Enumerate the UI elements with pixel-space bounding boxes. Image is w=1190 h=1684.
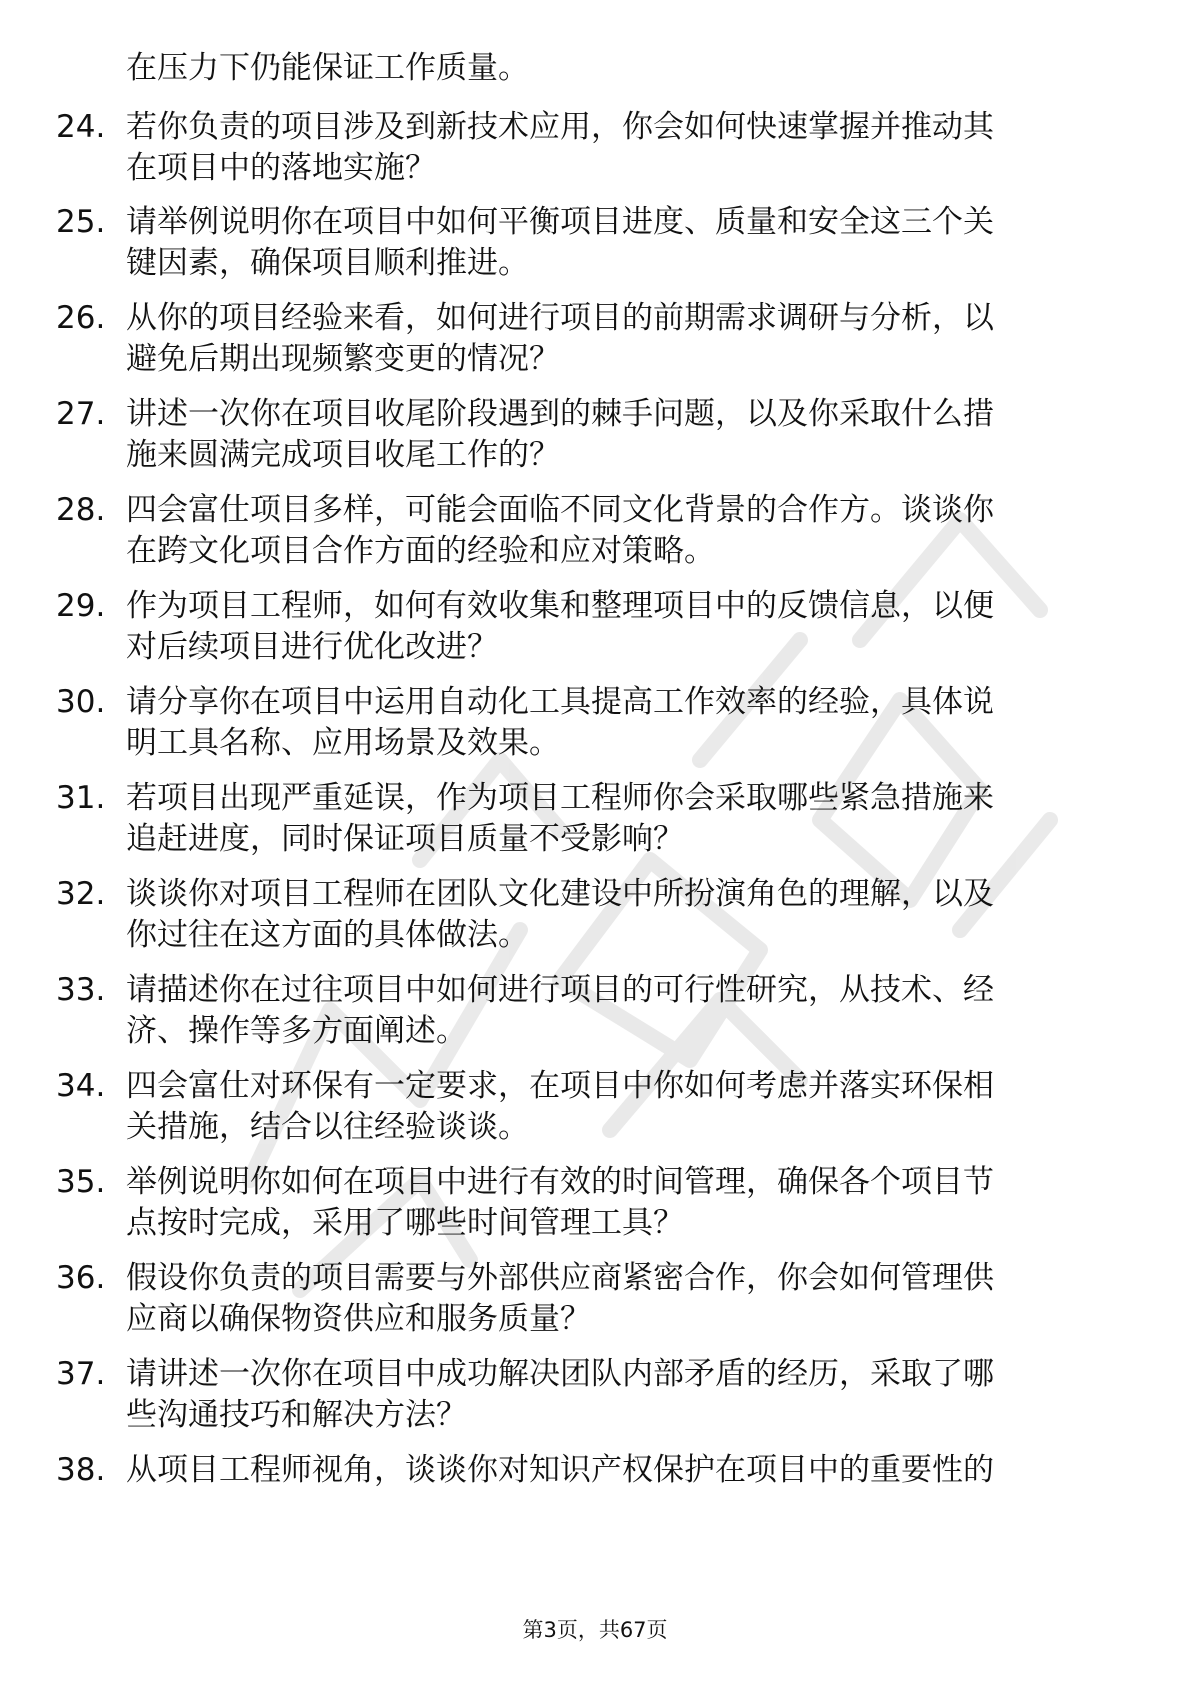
question-number: 31.	[56, 780, 106, 816]
question-text: 若你负责的项目涉及到新技术应用，你会如何快速掌握并推动其 在项目中的落地实施？	[126, 109, 994, 186]
question-item	[0, 586, 1190, 668]
page-number: 第3页，共67页	[522, 1618, 668, 1642]
question-item	[0, 298, 1190, 380]
question-text: 四会富仕项目多样，可能会面临不同文化背景的合作方。谈谈你 在跨文化项目合作方面的经验和应对策略。	[126, 492, 994, 569]
question-item	[0, 682, 1190, 764]
question-item	[0, 1258, 1190, 1340]
question-text: 请举例说明你在项目中如何平衡项目进度、质量和安全这三个关 键因素，确保项目顺利推进。	[126, 204, 994, 281]
continuation-text: 在压力下仍能保证工作质量。	[126, 50, 529, 86]
question-number: 30.	[56, 684, 106, 720]
question-text: 作为项目工程师，如何有效收集和整理项目中的反馈信息，以便 对后续项目进行优化改进？	[126, 588, 994, 665]
question-number: 24.	[56, 109, 106, 145]
question-number: 37.	[56, 1356, 106, 1392]
question-text: 举例说明你如何在项目中进行有效的时间管理，确保各个项目节 点按时完成，采用了哪些时间管理工具？	[126, 1164, 994, 1241]
question-item	[0, 490, 1190, 572]
question-item	[0, 1066, 1190, 1148]
question-text: 讲述一次你在项目收尾阶段遇到的棘手问题，以及你采取什么措 施来圆满完成项目收尾工作的？	[126, 396, 994, 473]
question-number: 27.	[56, 396, 106, 432]
question-number: 38.	[56, 1452, 106, 1488]
question-number: 34.	[56, 1068, 106, 1104]
question-text: 从你的项目经验来看，如何进行项目的前期需求调研与分析，以 避免后期出现频繁变更的情况？	[126, 300, 994, 377]
question-text: 从项目工程师视角，谈谈你对知识产权保护在项目中的重要性的	[126, 1452, 994, 1488]
question-item	[0, 202, 1190, 284]
question-number: 32.	[56, 876, 106, 912]
question-item	[0, 970, 1190, 1052]
question-number: 35.	[56, 1164, 106, 1200]
question-text: 请讲述一次你在项目中成功解决团队内部矛盾的经历，采取了哪 些沟通技巧和解决方法？	[126, 1356, 994, 1433]
question-text: 请描述你在过往项目中如何进行项目的可行性研究，从技术、经 济、操作等多方面阐述。	[126, 972, 994, 1049]
question-number: 33.	[56, 972, 106, 1008]
question-text: 请分享你在项目中运用自动化工具提高工作效率的经验，具体说 明工具名称、应用场景及效果。	[126, 684, 994, 761]
question-item	[0, 1354, 1190, 1436]
question-number: 29.	[56, 588, 106, 624]
question-item	[0, 778, 1190, 860]
question-item	[0, 1450, 1190, 1491]
question-number: 26.	[56, 300, 106, 336]
question-text: 谈谈你对项目工程师在团队文化建设中所扮演角色的理解，以及 你过往在这方面的具体做法。	[126, 876, 994, 953]
question-number: 25.	[56, 204, 106, 240]
question-text: 假设你负责的项目需要与外部供应商紧密合作，你会如何管理供 应商以确保物资供应和服务质量？	[126, 1260, 994, 1337]
question-item	[0, 107, 1190, 189]
question-number: 28.	[56, 492, 106, 528]
question-item	[0, 874, 1190, 956]
question-number: 36.	[56, 1260, 106, 1296]
question-text: 若项目出现严重延误，作为项目工程师你会采取哪些紧急措施来 追赶进度，同时保证项目质量不受影响？	[126, 780, 994, 857]
question-item	[0, 394, 1190, 476]
question-item	[0, 1162, 1190, 1244]
question-text: 四会富仕对环保有一定要求，在项目中你如何考虑并落实环保相 关措施，结合以往经验谈谈。	[126, 1068, 994, 1145]
